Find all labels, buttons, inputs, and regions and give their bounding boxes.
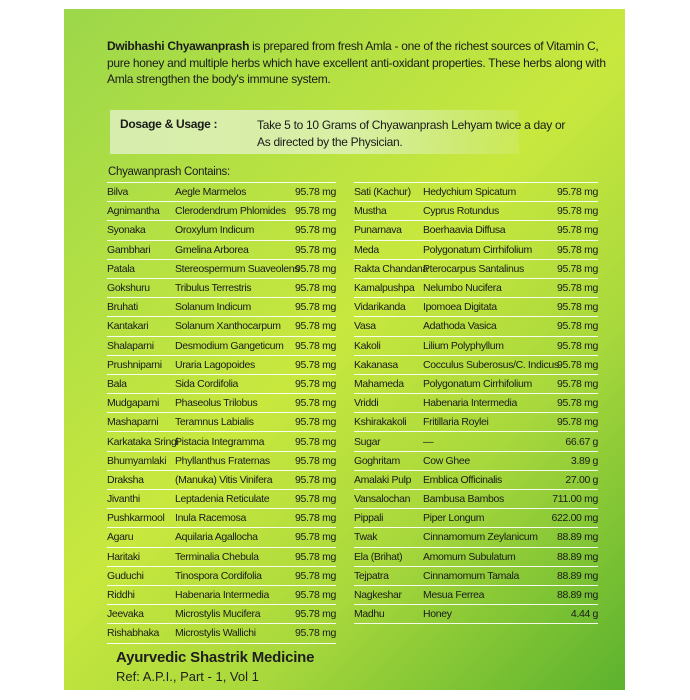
quantity: 95.78 mg — [295, 435, 336, 448]
table-row — [354, 260, 598, 279]
table-row — [354, 337, 598, 356]
botanical-name: Cow Ghee — [423, 454, 470, 467]
ingredient-name: Pippali — [354, 512, 384, 525]
botanical-name: Cinnamomum Zeylanicum — [423, 531, 538, 544]
ingredient-name: Nagkeshar — [354, 589, 402, 602]
ingredient-name: Rakta Chandana — [354, 262, 428, 275]
botanical-name: Aquilaria Agallocha — [175, 531, 258, 544]
quantity: 95.78 mg — [295, 243, 336, 256]
botanical-name: Fritillaria Roylei — [423, 416, 489, 429]
table-row — [107, 452, 336, 471]
quantity: 95.78 mg — [557, 377, 598, 390]
quantity: 95.78 mg — [295, 186, 336, 199]
ingredient-name: Vansalochan — [354, 493, 411, 506]
table-row — [354, 509, 598, 528]
intro-text: is prepared from fresh Amla - one of the richest sources of Vitamin C, pure honey and multiple herbs which have excellent anti-oxidant properties. These herbs along with Amla strengthen the body's immune system. — [107, 39, 606, 86]
table-row — [354, 375, 598, 394]
ingredient-name: Mustha — [354, 205, 387, 218]
ingredient-name: Vidarikanda — [354, 301, 406, 314]
contains-title: Chyawanprash Contains: — [108, 166, 230, 178]
table-row — [354, 183, 598, 202]
botanical-name: Polygonatum Cirrhifolium — [423, 377, 532, 390]
botanical-name: Mesua Ferrea — [423, 589, 485, 602]
botanical-name: Emblica Officinalis — [423, 473, 502, 486]
quantity: 88.89 mg — [557, 589, 598, 602]
dosage-line-1: Take 5 to 10 Grams of Chyawanprash Lehyam twice a day or — [257, 118, 566, 132]
quantity: 95.78 mg — [295, 512, 336, 525]
ingredient-name: Madhu — [354, 608, 385, 621]
ingredient-name: Bala — [107, 377, 127, 390]
table-row — [107, 202, 336, 221]
botanical-name: Pterocarpus Santalinus — [423, 262, 524, 275]
botanical-name: Ipomoea Digitata — [423, 301, 497, 314]
quantity: 88.89 mg — [557, 569, 598, 582]
ingredient-name: Patala — [107, 262, 135, 275]
botanical-name: Habenaria Intermedia — [423, 397, 517, 410]
botanical-name: Uraria Lagopoides — [175, 358, 255, 371]
quantity: 95.78 mg — [557, 282, 598, 295]
table-row — [107, 567, 336, 586]
quantity: 95.78 mg — [295, 589, 336, 602]
ingredient-name: Gokshuru — [107, 282, 150, 295]
botanical-name: Cyprus Rotundus — [423, 205, 499, 218]
ingredient-name: Goghritam — [354, 454, 400, 467]
botanical-name: Phaseolus Trilobus — [175, 397, 258, 410]
botanical-name: Honey — [423, 608, 452, 621]
table-row — [107, 471, 336, 490]
botanical-name: Leptadenia Reticulate — [175, 493, 270, 506]
quantity: 88.89 mg — [557, 550, 598, 563]
table-row — [354, 605, 598, 624]
quantity: 95.78 mg — [557, 320, 598, 333]
quantity: 95.78 mg — [557, 339, 598, 352]
botanical-name: Desmodium Gangeticum — [175, 339, 284, 352]
table-row — [354, 279, 598, 298]
ingredient-name: Guduchi — [107, 569, 144, 582]
quantity: 95.78 mg — [295, 569, 336, 582]
quantity: 4.44 g — [570, 608, 598, 621]
table-row — [107, 298, 336, 317]
quantity: 95.78 mg — [557, 397, 598, 410]
quantity: 95.78 mg — [557, 205, 598, 218]
botanical-name: Tinospora Cordifolia — [175, 569, 262, 582]
table-row — [107, 624, 336, 643]
ingredient-name: Mudgaparni — [107, 397, 159, 410]
ingredient-name: Kshirakakoli — [354, 416, 407, 429]
table-row — [354, 567, 598, 586]
ingredient-name: Agaru — [107, 531, 134, 544]
botanical-name: Nelumbo Nucifera — [423, 282, 502, 295]
botanical-name: Lilium Polyphyllum — [423, 339, 504, 352]
ingredient-name: Kakoli — [354, 339, 381, 352]
quantity: 622.00 mg — [551, 512, 598, 525]
quantity: 95.78 mg — [295, 627, 336, 640]
table-row — [354, 586, 598, 605]
ingredients-table-left — [107, 182, 336, 644]
ingredients-table-right — [354, 182, 598, 624]
table-row — [354, 490, 598, 509]
ingredient-name: Riddhi — [107, 589, 135, 602]
quantity: 95.78 mg — [295, 262, 336, 275]
quantity: 95.78 mg — [295, 397, 336, 410]
quantity: 88.89 mg — [557, 531, 598, 544]
ingredient-name: Jivanthi — [107, 493, 140, 506]
ingredient-name: Pushkarmool — [107, 512, 165, 525]
quantity: 95.78 mg — [295, 224, 336, 237]
table-row — [354, 432, 598, 451]
table-row — [107, 356, 336, 375]
table-row — [354, 413, 598, 432]
product-panel — [64, 9, 625, 690]
botanical-name: Piper Longum — [423, 512, 485, 525]
table-row — [107, 605, 336, 624]
quantity: 95.78 mg — [295, 493, 336, 506]
ingredient-name: Karkataka Sringi — [107, 435, 179, 448]
table-row — [354, 452, 598, 471]
botanical-name: Amomum Subulatum — [423, 550, 516, 563]
quantity: 95.78 mg — [295, 454, 336, 467]
botanical-name: Aegle Marmelos — [175, 186, 246, 199]
table-row — [354, 548, 598, 567]
botanical-name: Gmelina Arborea — [175, 243, 249, 256]
table-row — [107, 394, 336, 413]
botanical-name: (Manuka) Vitis Vinifera — [175, 473, 273, 486]
table-row — [107, 221, 336, 240]
ingredient-name: Kamalpushpa — [354, 282, 415, 295]
quantity: 95.78 mg — [295, 358, 336, 371]
botanical-name: Habenaria Intermedia — [175, 589, 269, 602]
table-row — [107, 279, 336, 298]
quantity: 95.78 mg — [295, 550, 336, 563]
botanical-name: Cocculus Suberosus/C. Indicus — [423, 358, 559, 371]
footer-reference: Ref: A.P.I., Part - 1, Vol 1 — [116, 669, 259, 684]
table-row — [354, 317, 598, 336]
botanical-name: Bambusa Bambos — [423, 493, 504, 506]
ingredient-name: Kantakari — [107, 320, 149, 333]
quantity: 95.78 mg — [295, 205, 336, 218]
botanical-name: Tribulus Terrestris — [175, 282, 252, 295]
ingredient-name: Prushniparni — [107, 358, 162, 371]
botanical-name: Oroxylum Indicum — [175, 224, 255, 237]
quantity: 95.78 mg — [557, 243, 598, 256]
quantity: 95.78 mg — [557, 262, 598, 275]
ingredient-name: Bhumyamlaki — [107, 454, 167, 467]
botanical-name: Adathoda Vasica — [423, 320, 497, 333]
ingredient-name: Draksha — [107, 473, 144, 486]
quantity: 95.78 mg — [295, 608, 336, 621]
ingredient-name: Punarnava — [354, 224, 402, 237]
ingredient-name: Sugar — [354, 435, 381, 448]
table-row — [354, 241, 598, 260]
quantity: 95.78 mg — [295, 320, 336, 333]
ingredient-name: Twak — [354, 531, 378, 544]
botanical-name: Pistacia Integramma — [175, 435, 265, 448]
quantity: 66.67 g — [565, 435, 598, 448]
ingredient-name: Ela (Brihat) — [354, 550, 403, 563]
quantity: 95.78 mg — [295, 531, 336, 544]
botanical-name: Sida Cordifolia — [175, 377, 239, 390]
ingredient-name: Vasa — [354, 320, 376, 333]
intro-paragraph — [107, 38, 612, 88]
botanical-name: Terminalia Chebula — [175, 550, 259, 563]
table-row — [107, 337, 336, 356]
ingredient-name: Tejpatra — [354, 569, 389, 582]
quantity: 95.78 mg — [557, 186, 598, 199]
ingredient-name: Bilva — [107, 186, 129, 199]
ingredient-name: Sati (Kachur) — [354, 186, 411, 199]
botanical-name: Boerhaavia Diffusa — [423, 224, 506, 237]
quantity: 3.89 g — [570, 454, 598, 467]
table-row — [107, 432, 336, 451]
quantity: 95.78 mg — [295, 416, 336, 429]
quantity: 95.78 mg — [295, 339, 336, 352]
table-row — [354, 394, 598, 413]
ingredient-name: Bruhati — [107, 301, 138, 314]
botanical-name: Polygonatum Cirrhifolium — [423, 243, 532, 256]
quantity: 95.78 mg — [295, 301, 336, 314]
table-row — [107, 509, 336, 528]
table-row — [354, 221, 598, 240]
ingredient-name: Amalaki Pulp — [354, 473, 412, 486]
ingredient-name: Gambhari — [107, 243, 151, 256]
botanical-name: Cinnamomum Tamala — [423, 569, 519, 582]
botanical-name: Stereospermum Suaveolens — [175, 262, 300, 275]
botanical-name: Hedychium Spicatum — [423, 186, 516, 199]
table-row — [107, 183, 336, 202]
botanical-name: Inula Racemosa — [175, 512, 246, 525]
botanical-name: — — [423, 435, 434, 448]
quantity: 95.78 mg — [557, 416, 598, 429]
dosage-box — [110, 110, 566, 154]
table-row — [107, 317, 336, 336]
table-row — [107, 548, 336, 567]
dosage-line-2: As directed by the Physician. — [257, 135, 403, 149]
botanical-name: Solanum Indicum — [175, 301, 251, 314]
table-row — [354, 471, 598, 490]
table-row — [107, 375, 336, 394]
ingredient-name: Haritaki — [107, 550, 140, 563]
ingredient-name: Shalaparni — [107, 339, 154, 352]
quantity: 95.78 mg — [557, 301, 598, 314]
ingredient-name: Syonaka — [107, 224, 146, 237]
ingredient-name: Meda — [354, 243, 379, 256]
quantity: 95.78 mg — [295, 377, 336, 390]
quantity: 27.00 g — [565, 473, 598, 486]
table-row — [107, 413, 336, 432]
footer-title: Ayurvedic Shastrik Medicine — [116, 649, 315, 666]
ingredient-name: Vriddi — [354, 397, 379, 410]
table-row — [107, 241, 336, 260]
ingredient-name: Mashaparni — [107, 416, 159, 429]
botanical-name: Microstylis Wallichi — [175, 627, 256, 640]
ingredient-name: Agnimantha — [107, 205, 160, 218]
dosage-text — [257, 117, 587, 151]
ingredient-name: Kakanasa — [354, 358, 398, 371]
ingredient-name: Mahameda — [354, 377, 404, 390]
ingredient-name: Jeevaka — [107, 608, 144, 621]
quantity: 95.78 mg — [557, 358, 598, 371]
dosage-label: Dosage & Usage : — [120, 117, 218, 131]
table-row — [354, 298, 598, 317]
quantity: 95.78 mg — [295, 282, 336, 295]
botanical-name: Microstylis Mucifera — [175, 608, 261, 621]
table-row — [107, 260, 336, 279]
table-row — [354, 202, 598, 221]
botanical-name: Teramnus Labialis — [175, 416, 254, 429]
botanical-name: Phyllanthus Fraternas — [175, 454, 270, 467]
botanical-name: Solanum Xanthocarpum — [175, 320, 281, 333]
table-row — [107, 586, 336, 605]
botanical-name: Clerodendrum Phlomides — [175, 205, 286, 218]
quantity: 711.00 mg — [552, 493, 598, 506]
table-row — [354, 356, 598, 375]
table-row — [354, 528, 598, 547]
ingredient-name: Rishabhaka — [107, 627, 159, 640]
quantity: 95.78 mg — [557, 224, 598, 237]
table-row — [107, 528, 336, 547]
quantity: 95.78 mg — [295, 473, 336, 486]
table-row — [107, 490, 336, 509]
brand-name: Dwibhashi Chyawanprash — [107, 39, 250, 53]
